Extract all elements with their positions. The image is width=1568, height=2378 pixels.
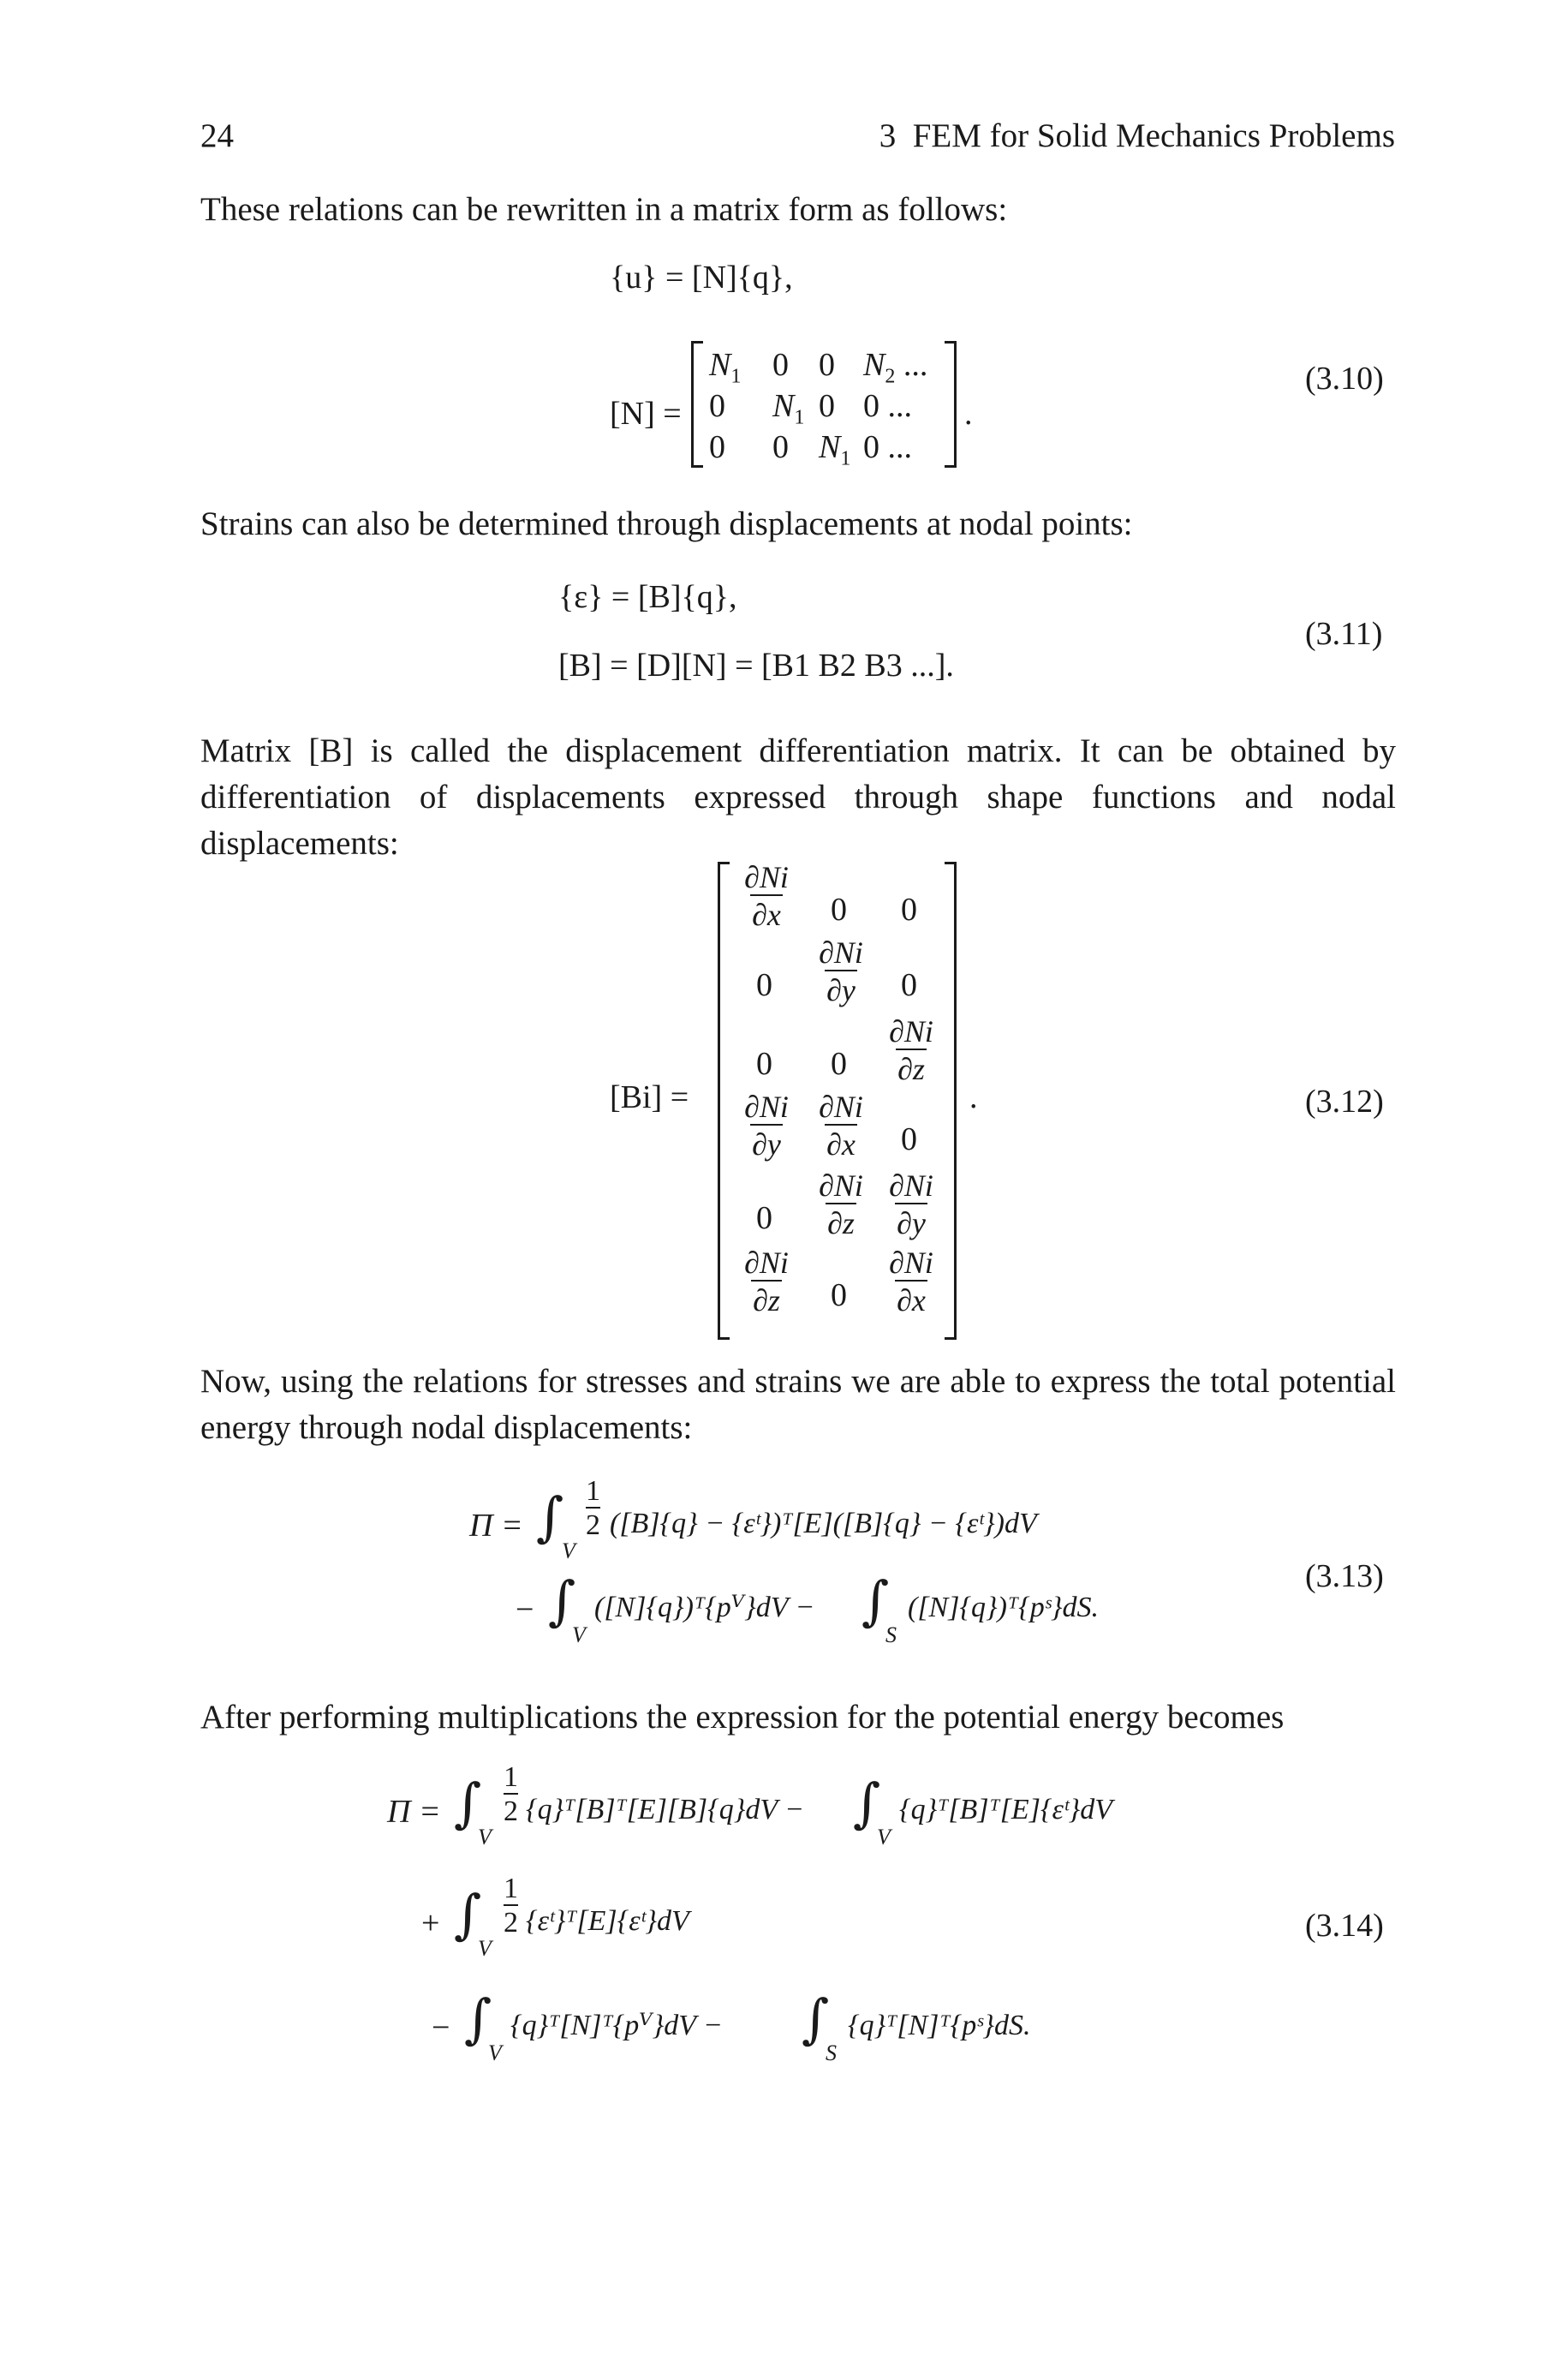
paragraph-strains: Strains can also be determined through displacements at nodal points: (200, 505, 1133, 542)
integral-domain-s: S (826, 2040, 837, 2065)
matrix-cell-derivative: $\frac{\partial Ni}{\partial y}$ (889, 1168, 933, 1240)
plus-sign: + (421, 1905, 440, 1941)
eq314-number: (3.14) (1305, 1908, 1384, 1944)
integral-domain-v: V (572, 1622, 586, 1647)
paragraph-matrix-form: These relations can be rewritten in a matrix form as follows: (200, 191, 1008, 228)
matrix-cell-zero: 0 (756, 967, 772, 1003)
fraction-one-half: $\frac{1}{2}$ (586, 1475, 600, 1541)
matrix-cell-zero: 0 (831, 892, 847, 928)
eq310-lhs: [N] = (610, 396, 682, 432)
paragraph-potential-energy: Now, using the relations for stresses and strains we are able to express the total potential energy through nodal displacements: (200, 1363, 1396, 1446)
eq312-number: (3.12) (1305, 1084, 1384, 1120)
eq314-line3-b: {q}ᵀ[N]ᵀ{pˢ}dS. (848, 2010, 1031, 2041)
matrix-cell: 0 ... (863, 388, 912, 424)
eq312-bracket-right (945, 862, 957, 1340)
running-title: 3 FEM for Solid Mechanics Problems (879, 117, 1395, 154)
eq313-line1-body: ([B]{q} − {εᵗ})ᵀ[E]([B]{q} − {εᵗ})dV (610, 1508, 1037, 1539)
integral-sign: ∫ (454, 1772, 482, 1834)
matrix-cell: 0 (819, 388, 835, 424)
matrix-cell: 0 (819, 347, 835, 383)
integral-sign: ∫ (536, 1485, 564, 1548)
integral-sign: ∫ (464, 1987, 492, 2050)
eq310-bracket-right (945, 341, 957, 468)
matrix-cell-derivative: $\frac{\partial Ni}{\partial z}$ (889, 1014, 933, 1086)
eq314-line1-a: {q}ᵀ[B]ᵀ[E][B]{q}dV − (526, 1794, 804, 1825)
fraction-one-half: $\frac{1}{2}$ (504, 1873, 518, 1939)
page-number: 24 (200, 117, 234, 154)
eq314-line3-a: {q}ᵀ[N]ᵀ{pⱽ}dV − (510, 2010, 723, 2041)
eq311-line1: {ε} = [B]{q}, (558, 579, 737, 615)
eq312-bracket-left (718, 862, 730, 1340)
eq314-line1-b: {q}ᵀ[B]ᵀ[E]{εᵗ}dV (899, 1794, 1112, 1825)
eq314-line2: {εᵗ}ᵀ[E]{εᵗ}dV (526, 1905, 689, 1937)
matrix-cell-derivative: $\frac{\partial Ni}{\partial y}$ (744, 1090, 789, 1162)
matrix-cell-zero: 0 (831, 1046, 847, 1082)
matrix-cell-derivative: $\frac{\partial Ni}{\partial x}$ (744, 860, 789, 932)
integral-domain-v: V (562, 1539, 575, 1563)
matrix-cell: 0 (772, 347, 789, 383)
paragraph-after-multiplication: After performing multiplications the expression for the potential energy becomes (200, 1699, 1285, 1736)
matrix-cell: $N_1$ (819, 429, 851, 470)
matrix-cell-derivative: $\frac{\partial Ni}{\partial z}$ (819, 1168, 863, 1240)
eq312-trail: . (969, 1079, 978, 1115)
integral-domain-v: V (478, 1825, 492, 1849)
matrix-cell-derivative: $\frac{\partial Ni}{\partial x}$ (819, 1090, 863, 1162)
matrix-cell-zero: 0 (901, 892, 917, 928)
eq310-number: (3.10) (1305, 361, 1384, 397)
matrix-cell: $N_1$ (709, 347, 742, 388)
eq310-bracket-left (691, 341, 703, 468)
eq312-lhs: [Bi] = (610, 1079, 689, 1115)
eq310-trail: . (964, 396, 973, 432)
eq313-lhs: Π = (469, 1508, 523, 1544)
matrix-cell-derivative: $\frac{\partial Ni}{\partial z}$ (744, 1246, 789, 1317)
minus-sign: − (432, 2010, 450, 2046)
matrix-cell: 0 ... (863, 429, 912, 465)
eq310-line1: {u} = [N]{q}, (610, 260, 793, 296)
matrix-cell-zero: 0 (901, 1121, 917, 1157)
integral-sign: ∫ (853, 1772, 881, 1834)
integral-sign: ∫ (454, 1883, 482, 1945)
matrix-cell: $N_1$ (772, 388, 805, 429)
integral-sign: ∫ (862, 1569, 890, 1632)
integral-sign: ∫ (802, 1987, 830, 2050)
integral-domain-s: S (885, 1622, 897, 1647)
matrix-cell: 0 (709, 429, 725, 465)
paragraph-displacement-matrix: Matrix [B] is called the displacement differentiation matrix. It can be obtained by differentiation of displacements expressed through shape functions and nodal displacements: (200, 732, 1396, 862)
minus-sign: − (516, 1592, 534, 1628)
eq311-number: (3.11) (1305, 616, 1383, 652)
integral-domain-v: V (877, 1825, 891, 1849)
integral-sign: ∫ (548, 1569, 576, 1632)
matrix-cell-zero: 0 (756, 1046, 772, 1082)
eq311-line2: [B] = [D][N] = [B1 B2 B3 ...]. (558, 648, 954, 684)
matrix-cell: 0 (772, 429, 789, 465)
eq313-line2-a: ([N]{q})ᵀ{pⱽ}dV − (594, 1592, 815, 1623)
matrix-cell-zero: 0 (756, 1200, 772, 1236)
integral-domain-v: V (488, 2040, 502, 2065)
eq314-lhs: Π = (387, 1794, 441, 1830)
matrix-cell-derivative: $\frac{\partial Ni}{\partial x}$ (889, 1246, 933, 1317)
matrix-cell: $N_2$ ... (863, 347, 928, 388)
integral-domain-v: V (478, 1936, 492, 1961)
eq313-number: (3.13) (1305, 1558, 1384, 1594)
matrix-cell-derivative: $\frac{\partial Ni}{\partial y}$ (819, 935, 863, 1007)
matrix-cell-zero: 0 (831, 1277, 847, 1313)
matrix-cell: 0 (709, 388, 725, 424)
matrix-cell-zero: 0 (901, 967, 917, 1003)
eq313-line2-b: ([N]{q})ᵀ{pˢ}dS. (908, 1592, 1099, 1623)
fraction-one-half: $\frac{1}{2}$ (504, 1761, 518, 1827)
